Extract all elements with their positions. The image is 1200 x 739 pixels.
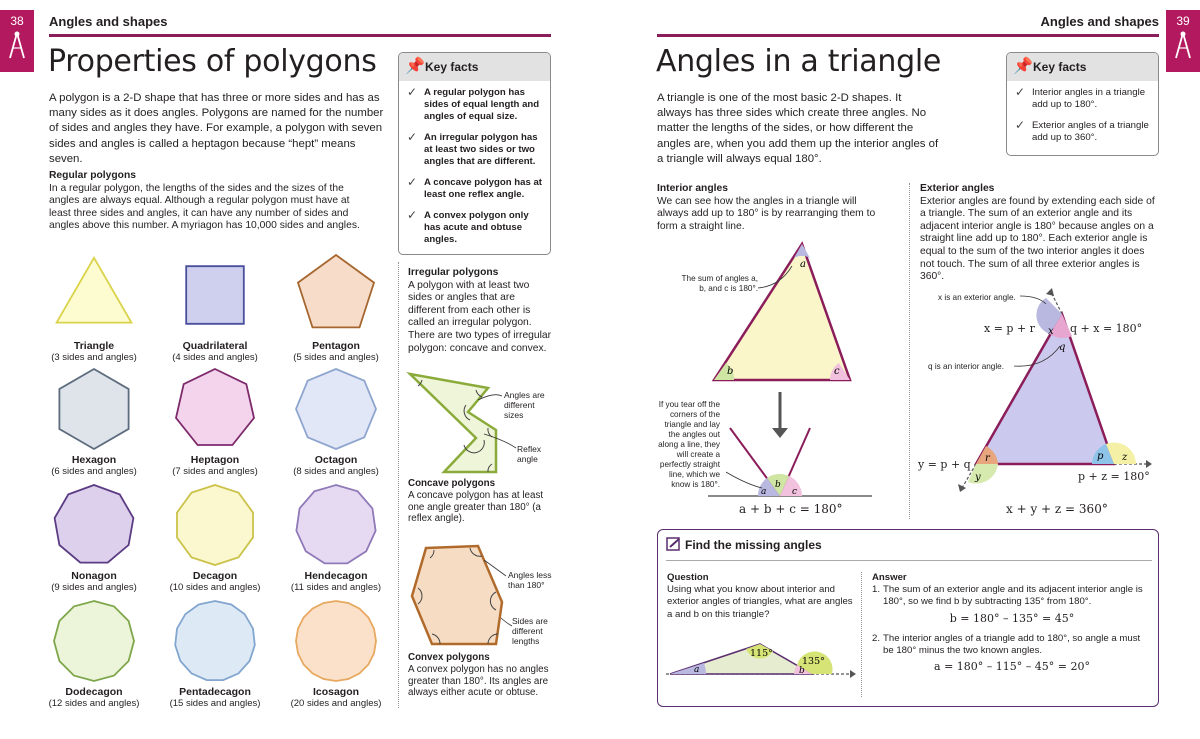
answer-step-1: 1. The sum of an exterior angle and its adjacent interior angle is 180°, so we find b by subtracting 135° from 180°. bbox=[872, 584, 1143, 608]
answer-section bbox=[872, 572, 1152, 673]
check-icon: ✓ bbox=[1015, 118, 1026, 132]
callout-sides-different: Sides are different lengths bbox=[512, 616, 548, 646]
polygon-sides: (15 sides and angles) bbox=[169, 698, 261, 709]
key-fact-item: ✓ A convex polygon only has acute and obtuse angles. bbox=[407, 208, 529, 245]
page-number-right: 39 bbox=[1176, 14, 1190, 28]
polygon-shape bbox=[172, 366, 258, 452]
header-rule-right bbox=[657, 34, 1159, 37]
concave-heading: Concave polygons bbox=[408, 478, 496, 489]
polygon-shape bbox=[293, 366, 379, 452]
callout-angles-different: Angles are different sizes bbox=[504, 390, 545, 420]
callout-x: x is an exterior angle. bbox=[938, 293, 1016, 302]
svg-text:c: c bbox=[792, 487, 798, 497]
key-fact-item: ✓ A regular polygon has sides of equal length and angles of equal size. bbox=[407, 85, 540, 122]
interior-heading: Interior angles bbox=[657, 183, 728, 194]
exterior-heading: Exterior angles bbox=[920, 183, 995, 194]
callout-q: q is an interior angle. bbox=[928, 362, 1005, 371]
exterior-section bbox=[920, 183, 1160, 284]
running-head-right: Angles and shapes bbox=[1040, 14, 1159, 29]
key-facts-box-left bbox=[398, 52, 551, 255]
polygon-hexagon bbox=[59, 369, 128, 449]
polygon-item bbox=[34, 366, 154, 477]
convex-heading: Convex polygons bbox=[408, 652, 490, 663]
polygon-name: Hendecagon bbox=[304, 570, 368, 582]
running-head-left: Angles and shapes bbox=[49, 14, 168, 29]
polygon-item bbox=[155, 252, 275, 363]
polygon-shape bbox=[51, 482, 137, 568]
polygon-shape bbox=[293, 598, 379, 684]
check-icon: ✓ bbox=[1015, 85, 1026, 99]
polygon-shape bbox=[51, 252, 137, 338]
polygon-shape bbox=[51, 598, 137, 684]
key-facts-header bbox=[1007, 53, 1158, 81]
polygon-item bbox=[276, 482, 396, 593]
question-heading: Question bbox=[667, 572, 709, 583]
question-section bbox=[667, 572, 857, 621]
check-icon: ✓ bbox=[407, 208, 418, 222]
polygon-sides: (3 sides and angles) bbox=[51, 352, 137, 363]
svg-text:115°: 115° bbox=[750, 648, 773, 659]
polygon-item bbox=[155, 366, 275, 477]
polygon-heptagon bbox=[176, 369, 254, 445]
eq-x: x = p + r bbox=[984, 322, 1035, 335]
label-a: a bbox=[800, 259, 806, 270]
key-facts-heading: Key facts bbox=[425, 60, 479, 74]
answer-heading: Answer bbox=[872, 572, 907, 583]
question-triangle bbox=[666, 634, 856, 684]
polygon-item bbox=[276, 366, 396, 477]
polygon-sides: (5 sides and angles) bbox=[293, 352, 379, 363]
compass-icon bbox=[1172, 30, 1194, 60]
polygon-shape bbox=[293, 252, 379, 338]
svg-text:a: a bbox=[694, 665, 700, 675]
key-fact-item: ✓ An irregular polygon has at least two sides or two angles that are different. bbox=[407, 130, 538, 167]
polygon-pentagon bbox=[298, 255, 374, 327]
polygon-pentadecagon bbox=[175, 601, 255, 680]
eq-sum: x + y + z = 360° bbox=[1006, 502, 1108, 516]
question-text: Using what you know about interior and exterior angles of triangles, what are angles a and b on this triangle? bbox=[667, 584, 853, 620]
pin-icon: 📌 bbox=[1013, 58, 1033, 75]
key-facts-list bbox=[1007, 81, 1158, 144]
concave-polygon bbox=[410, 374, 496, 472]
polygon-name: Decagon bbox=[192, 570, 238, 582]
key-fact-item: ✓ Interior angles in a triangle add up to 180°. bbox=[1015, 85, 1146, 110]
callout-tear: If you tear off the corners of the triangle and lay the angles out along a line, they will create a perfectly straight line, which we know is 180°. bbox=[658, 400, 720, 489]
triangle-exterior bbox=[976, 314, 1114, 464]
label-b: b bbox=[727, 366, 734, 377]
regular-polygons-text: In a regular polygon, the lengths of the sides and the sizes of the angles are always equal. Although a regular polygon must have at least three sides and angles, it can have any number of sides and angles above this number. A myriagon has 10,000 sides and angles. bbox=[49, 182, 360, 232]
check-icon: ✓ bbox=[407, 85, 418, 99]
polygon-item bbox=[34, 598, 154, 709]
polygon-name: Icosagon bbox=[312, 686, 360, 698]
svg-text:x: x bbox=[1048, 326, 1054, 337]
column-divider bbox=[398, 262, 399, 708]
polygon-hendecagon bbox=[296, 485, 375, 563]
irregular-text: A polygon with at least two sides or angles that are different from each other is called an irregular polygon. There are two types of irregular polygon: concave and convex. bbox=[408, 279, 552, 354]
polygon-quadrilateral bbox=[186, 266, 244, 324]
angle-y-wedge bbox=[968, 464, 998, 484]
label-c: c bbox=[834, 366, 840, 377]
polygon-item bbox=[34, 482, 154, 593]
callout-angles-less: Angles less than 180° bbox=[508, 570, 552, 590]
polygon-item bbox=[155, 482, 275, 593]
polygon-triangle bbox=[57, 258, 132, 323]
pencil-icon bbox=[666, 536, 682, 557]
irregular-section bbox=[408, 267, 553, 355]
polygon-name: Triangle bbox=[73, 340, 115, 352]
polygon-sides: (4 sides and angles) bbox=[172, 352, 258, 363]
callout-reflex: Reflex angle bbox=[517, 444, 542, 464]
svg-text:b: b bbox=[799, 666, 805, 676]
polygon-name: Dodecagon bbox=[65, 686, 123, 698]
eq-qx: q + x = 180° bbox=[1070, 322, 1143, 335]
polygon-name: Nonagon bbox=[71, 570, 117, 582]
compass-icon bbox=[6, 30, 28, 60]
page-number-left: 38 bbox=[10, 14, 24, 28]
svg-text:135°: 135° bbox=[802, 656, 825, 667]
polygon-shape bbox=[51, 366, 137, 452]
answer-eq-1: b = 180° – 135° = 45° bbox=[949, 611, 1075, 625]
svg-text:a: a bbox=[761, 487, 767, 497]
polygon-sides: (12 sides and angles) bbox=[48, 698, 140, 709]
check-icon: ✓ bbox=[407, 175, 418, 189]
polygon-item bbox=[34, 252, 154, 363]
eq-y: y = p + q bbox=[918, 458, 971, 471]
find-heading: Find the missing angles bbox=[685, 538, 822, 552]
polygon-dodecagon bbox=[54, 601, 134, 681]
polygon-shape bbox=[172, 482, 258, 568]
polygon-nonagon bbox=[55, 485, 134, 563]
convex-polygon bbox=[412, 546, 502, 644]
page-tab-right bbox=[1166, 10, 1200, 72]
regular-polygons-heading: Regular polygons bbox=[49, 170, 136, 181]
eq-pz: p + z = 180° bbox=[1078, 470, 1150, 483]
interior-section bbox=[657, 183, 887, 233]
polygon-name: Pentadecagon bbox=[179, 686, 251, 698]
key-facts-heading: Key facts bbox=[1033, 60, 1087, 74]
svg-text:b: b bbox=[775, 480, 781, 490]
intro-text-right: A triangle is one of the most basic 2-D shapes. It always has three sides which create three angles. No matter the lengths of the sides, or how different the angles are, when you add them up the interior angles of a triangle will always equal 180°. bbox=[657, 92, 939, 165]
interior-text: We can see how the angles in a triangle will always add up to 180° is by rearranging them to form a straight line. bbox=[657, 195, 876, 232]
polygon-sides: (7 sides and angles) bbox=[172, 466, 258, 477]
svg-text:r: r bbox=[985, 453, 990, 464]
answer-eq-2: a = 180° – 115° – 45° = 20° bbox=[934, 660, 1090, 674]
page-tab-left bbox=[0, 10, 34, 72]
polygon-name: Octagon bbox=[314, 454, 358, 466]
irregular-heading: Irregular polygons bbox=[408, 267, 499, 278]
concave-section bbox=[408, 478, 553, 525]
polygon-sides: (9 sides and angles) bbox=[51, 582, 137, 593]
polygon-sides: (20 sides and angles) bbox=[290, 698, 382, 709]
polygon-name: Hexagon bbox=[71, 454, 117, 466]
key-fact-item: ✓ A concave polygon has at least one reflex angle. bbox=[407, 175, 542, 200]
key-fact-item: ✓ Exterior angles of a triangle add up to 360°. bbox=[1015, 118, 1149, 143]
header-rule-left bbox=[49, 34, 551, 37]
polygon-name: Pentagon bbox=[312, 340, 360, 352]
regular-polygons-section bbox=[49, 170, 361, 233]
polygon-item bbox=[276, 252, 396, 363]
polygon-shape bbox=[293, 482, 379, 568]
answer-step-2: 2. The interior angles of a triangle add to 180°, so angle a must be 180° minus the two known angles. bbox=[872, 632, 1141, 657]
pin-icon: 📌 bbox=[405, 58, 425, 75]
check-icon: ✓ bbox=[407, 130, 418, 144]
polygon-sides: (11 sides and angles) bbox=[290, 582, 382, 593]
find-rule bbox=[666, 560, 1152, 561]
polygon-sides: (10 sides and angles) bbox=[169, 582, 261, 593]
svg-text:p: p bbox=[1097, 451, 1104, 462]
intro-text-left: A polygon is a 2-D shape that has three or more sides and has as many sides as it does angles. Polygons are named for the number of sides and angles they have. For example, a polygon with seven sides and angles is called a heptagon because “hept” means seven. bbox=[49, 92, 384, 165]
polygon-shape bbox=[172, 252, 258, 338]
convex-text: A convex polygon has no angles greater than 180°. Its angles are always either acute or obtuse. bbox=[408, 663, 549, 699]
polygon-name: Heptagon bbox=[190, 454, 240, 466]
polygon-name: Quadrilateral bbox=[182, 340, 248, 352]
triangle-interior bbox=[714, 244, 850, 380]
find-missing-angles-box bbox=[657, 529, 1159, 707]
polygon-decagon bbox=[177, 485, 253, 565]
polygon-item bbox=[276, 598, 396, 709]
key-facts-list bbox=[399, 81, 550, 246]
page-title-right: Angles in a triangle bbox=[656, 44, 942, 79]
page-title-left: Properties of polygons bbox=[48, 44, 377, 79]
polygon-icosagon bbox=[296, 601, 376, 681]
polygon-octagon bbox=[296, 369, 376, 449]
polygon-sides: (8 sides and angles) bbox=[293, 466, 379, 477]
svg-text:y: y bbox=[975, 472, 981, 483]
polygon-sides: (6 sides and angles) bbox=[51, 466, 137, 477]
exterior-text: Exterior angles are found by extending each side of a triangle. The sum of an exterior angle and its adjacent interior angle is 180° because angles on a straight line add up to 180°. Each exterior angle is equal to the sum of the two interior angles it does not touch. The sum of all three exterior angles is 360°. bbox=[920, 195, 1155, 283]
polygon-shape bbox=[172, 598, 258, 684]
svg-text:z: z bbox=[1122, 452, 1128, 463]
svg-text:q: q bbox=[1059, 342, 1066, 353]
convex-section bbox=[408, 652, 553, 699]
concave-text: A concave polygon has at least one angle greater than 180° (a reflex angle). bbox=[408, 489, 544, 525]
polygon-item bbox=[155, 598, 275, 709]
callout-sum: The sum of angles a, b, and c is 180°. bbox=[681, 274, 758, 293]
key-facts-box-right bbox=[1006, 52, 1159, 156]
key-facts-header bbox=[399, 53, 550, 81]
interior-equation: a + b + c = 180° bbox=[739, 502, 843, 516]
